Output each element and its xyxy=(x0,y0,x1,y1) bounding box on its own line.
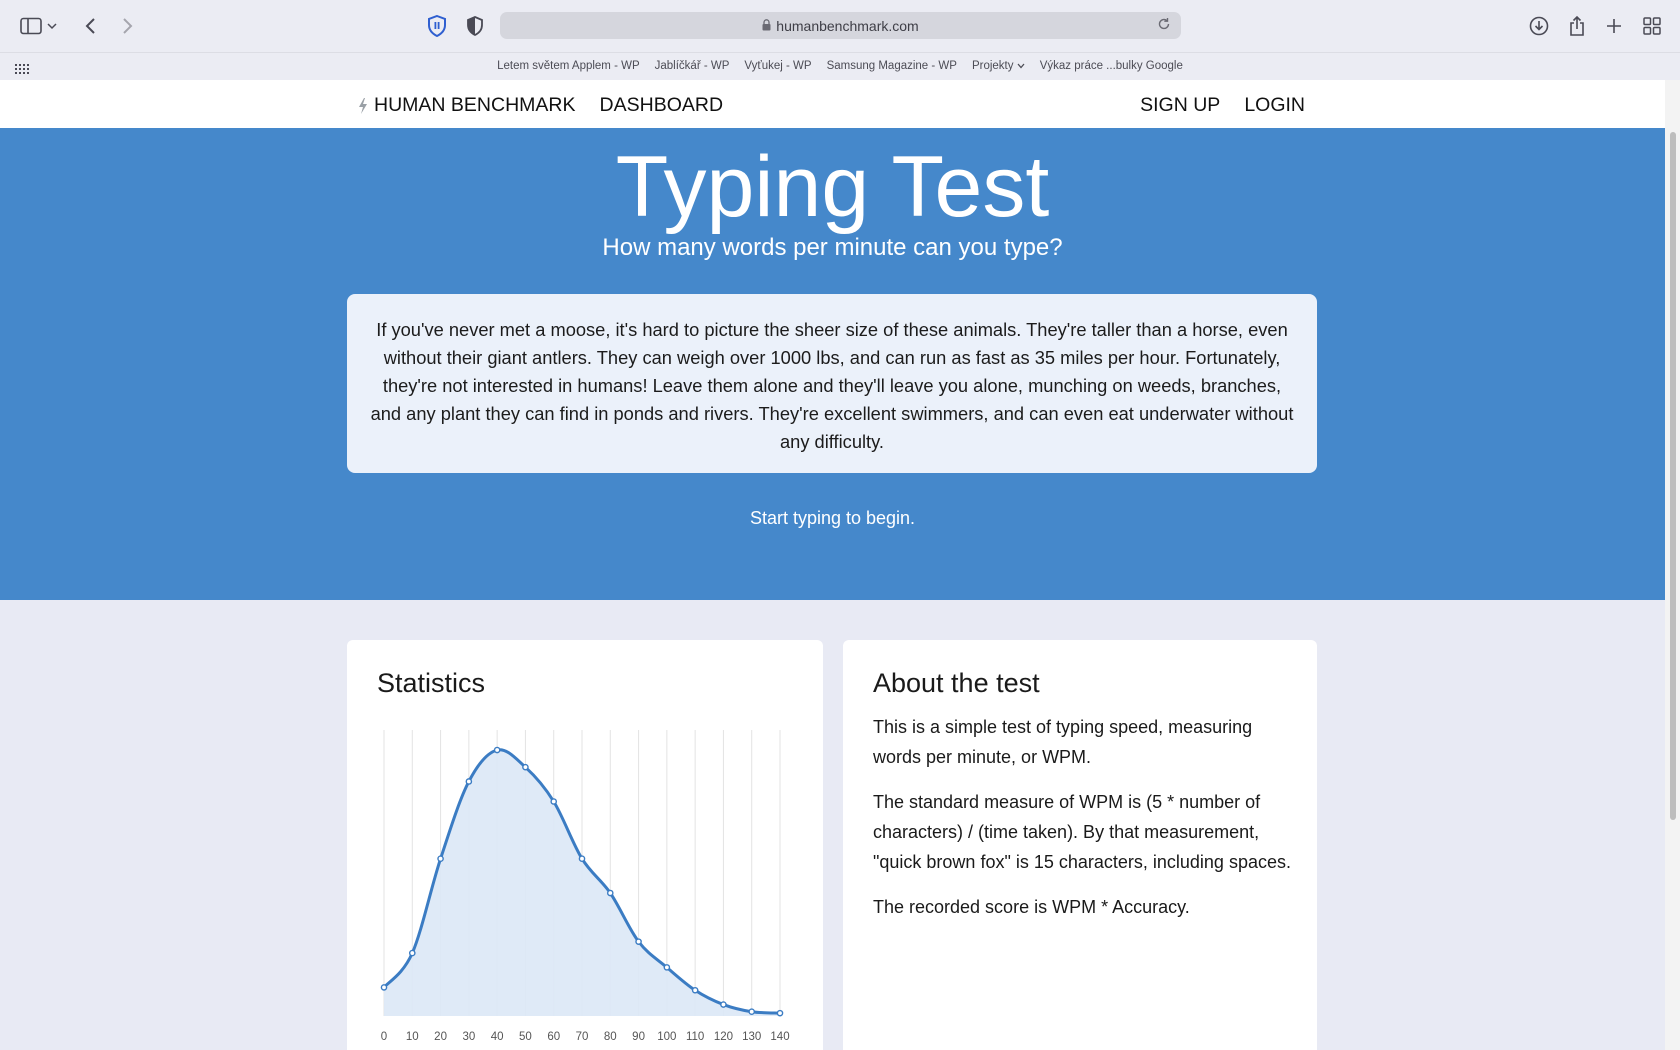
data-point xyxy=(693,988,698,993)
hero-section xyxy=(0,128,1665,600)
page-title: Typing Test xyxy=(615,139,1050,235)
bookmark-item[interactable]: Letem světem Applem - WP xyxy=(497,60,640,72)
wpm-distribution-chart xyxy=(347,720,823,1050)
data-point xyxy=(495,747,500,752)
x-tick-label: 0 xyxy=(380,1031,388,1043)
signup-link[interactable]: SIGN UP xyxy=(1140,94,1221,116)
x-tick-label: 50 xyxy=(519,1031,532,1043)
data-point xyxy=(749,1009,754,1014)
data-point xyxy=(466,779,471,784)
chevron-down-icon[interactable] xyxy=(45,13,59,39)
data-point xyxy=(523,765,528,770)
about-paragraph: The standard measure of WPM is (5 * number of characters) / (time taken). By that measurement, "quick brown fox" is 15 characters, including spaces. xyxy=(873,792,1291,872)
brand-link[interactable] xyxy=(358,94,576,117)
bookmark-item[interactable]: Vyťukej - WP xyxy=(744,60,812,72)
x-tick-label: 10 xyxy=(405,1031,419,1043)
bookmark-folder[interactable] xyxy=(972,60,1025,72)
browser-toolbar xyxy=(0,0,1680,52)
lightning-icon xyxy=(358,98,368,114)
bookmark-folder-label: Projekty xyxy=(971,60,1014,72)
about-paragraph: The recorded score is WPM * Accuracy. xyxy=(873,897,1190,917)
nav-dashboard-link[interactable]: DASHBOARD xyxy=(599,94,724,116)
statistics-title: Statistics xyxy=(377,668,486,698)
x-tick-label: 20 xyxy=(434,1031,447,1043)
x-tick-label: 140 xyxy=(770,1031,790,1043)
sidebar-toggle-icon[interactable] xyxy=(18,13,44,39)
typing-passage[interactable]: If you've never met a moose, it's hard to picture the sheer size of these animals. They're taller than a horse, even without their giant antlers. They can weigh over 1000 lbs, and can run as fast as 35 miles per hour. Fortunately, they're not interested in humans! Leave them alone and they'll leave you alone, munching on weeds, branches, and any plant they can find in ponds and rivers. They're excellent swimmers, and can even eat underwater without any difficulty. xyxy=(347,294,1317,473)
bookmark-item[interactable]: Jablíčkář - WP xyxy=(654,60,730,72)
downloads-icon[interactable] xyxy=(1526,13,1552,39)
new-tab-icon[interactable] xyxy=(1601,13,1627,39)
data-point xyxy=(551,799,556,804)
x-tick-label: 70 xyxy=(575,1031,589,1043)
start-hint: Start typing to begin. xyxy=(749,508,916,528)
reload-icon[interactable] xyxy=(1157,17,1171,34)
statistics-card xyxy=(347,640,823,1050)
back-icon[interactable] xyxy=(78,13,104,39)
lock-icon xyxy=(762,18,771,34)
password-manager-shield-icon[interactable] xyxy=(424,13,450,39)
data-point xyxy=(438,856,443,861)
scrollbar-thumb[interactable] xyxy=(1670,132,1676,820)
data-point xyxy=(777,1011,782,1016)
site-navbar xyxy=(0,80,1665,128)
x-tick-label: 40 xyxy=(490,1031,504,1043)
forward-icon[interactable] xyxy=(114,13,140,39)
bookmark-item[interactable]: Výkaz práce ...bulky Google xyxy=(1039,60,1183,72)
privacy-shield-icon[interactable] xyxy=(462,13,488,39)
about-paragraph: This is a simple test of typing speed, measuring words per minute, or WPM. xyxy=(873,717,1253,767)
data-point xyxy=(410,950,415,955)
x-tick-label: 130 xyxy=(742,1031,762,1043)
bookmarks-bar xyxy=(0,52,1680,80)
address-bar[interactable] xyxy=(500,12,1181,39)
about-title: About the test xyxy=(873,668,1040,698)
x-tick-label: 100 xyxy=(657,1031,677,1043)
tab-overview-icon[interactable] xyxy=(1639,13,1665,39)
x-tick-label: 90 xyxy=(632,1031,645,1043)
share-icon[interactable] xyxy=(1564,13,1590,39)
data-point xyxy=(636,939,641,944)
url-text: humanbenchmark.com xyxy=(776,17,919,34)
data-point xyxy=(608,890,613,895)
x-tick-label: 120 xyxy=(713,1031,734,1043)
bookmark-item[interactable]: Samsung Magazine - WP xyxy=(826,60,957,72)
x-tick-label: 60 xyxy=(547,1031,561,1043)
data-point xyxy=(664,965,669,970)
x-tick-label: 30 xyxy=(462,1031,476,1043)
about-card xyxy=(843,640,1317,1050)
data-point xyxy=(579,856,584,861)
data-point xyxy=(721,1002,726,1007)
page-scrollbar[interactable] xyxy=(1665,80,1680,1050)
brand-label: HUMAN BENCHMARK xyxy=(374,94,576,116)
page-subtitle: How many words per minute can you type? xyxy=(602,234,1063,261)
x-tick-label: 110 xyxy=(685,1031,705,1043)
chevron-down-icon xyxy=(1017,63,1025,69)
x-tick-label: 80 xyxy=(603,1031,617,1043)
data-point xyxy=(381,985,386,990)
login-link[interactable]: LOGIN xyxy=(1244,94,1305,116)
